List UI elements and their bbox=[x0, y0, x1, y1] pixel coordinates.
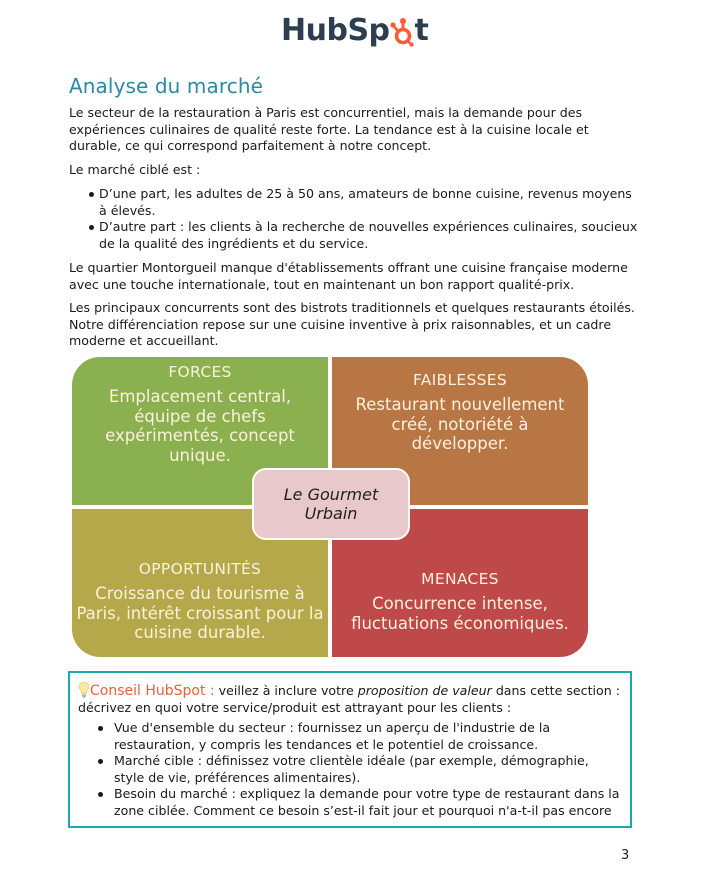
swot-faiblesses-title: FAIBLESSES bbox=[412, 371, 508, 389]
tip-text-before: veillez à inclure votre bbox=[214, 683, 358, 698]
sprocket-icon bbox=[390, 17, 416, 47]
logo-text-before: HubSp bbox=[281, 12, 390, 48]
tip-intro bbox=[78, 681, 622, 716]
swot-center bbox=[252, 468, 410, 540]
logo-text-after: t bbox=[414, 12, 429, 48]
list-item: Marché cible : définissez votre clientèle idéale (par exemple, démographie, style de vie, préférences alimentaires). bbox=[78, 753, 622, 786]
swot-faiblesses-body: Restaurant nouvellement créé, notoriété à développer. bbox=[355, 395, 565, 453]
swot-menaces-title: MENACES bbox=[421, 570, 499, 588]
section-title: Analyse du marché bbox=[69, 74, 264, 98]
lightbulb-icon bbox=[78, 681, 90, 698]
page-number: 3 bbox=[621, 848, 630, 863]
list-item: Vue d'ensemble du secteur : fournissez un aperçu de l'industrie de la restauration, y compris les tendances et le potentiel de croissance. bbox=[78, 720, 622, 753]
swot-forces-title: FORCES bbox=[168, 363, 232, 381]
hubspot-tip-box bbox=[68, 671, 632, 828]
swot-forces-body: Emplacement central, équipe de chefs expérimentés, concept unique. bbox=[105, 387, 295, 465]
swot-opportunites-title: OPPORTUNITÉS bbox=[138, 560, 262, 578]
tip-label: Conseil HubSpot : bbox=[90, 683, 215, 699]
competition-paragraph: Les principaux concurrents sont des bistrots traditionnels et quelques restaurants étoilés. Notre différenciation repose sur une cuisine inventive à prix raisonnables, et un cadre moderne et accueillant. bbox=[69, 300, 635, 348]
swot-center-label: Le Gourmet Urbain bbox=[283, 485, 379, 523]
target-label: Le marché ciblé est : bbox=[69, 162, 201, 177]
swot-opportunites-body: Croissance du tourisme à Paris, intérêt croissant pour la cuisine durable. bbox=[76, 584, 324, 642]
intro-paragraph: Le secteur de la restauration à Paris est concurrentiel, mais la demande pour des expériences culinaires de qualité reste forte. La tendance est à la cuisine locale et durable, ce qui correspond parfaitement à notre concept. bbox=[69, 105, 589, 153]
tip-list bbox=[78, 720, 622, 819]
list-item: D’autre part : les clients à la recherche de nouvelles expériences culinaires, soucieux de la qualité des ingrédients et du service. bbox=[69, 219, 639, 252]
tip-emphasis: proposition de valeur bbox=[357, 683, 492, 698]
swot-diagram bbox=[72, 357, 588, 657]
list-item: D’une part, les adultes de 25 à 50 ans, amateurs de bonne cuisine, revenus moyens à élevés. bbox=[69, 186, 639, 219]
neighborhood-paragraph: Le quartier Montorgueil manque d'établissements offrant une cuisine française moderne avec une touche internationale, tout en maintenant un bon rapport qualité-prix. bbox=[69, 260, 628, 292]
hubspot-logo bbox=[281, 8, 429, 52]
tip-text-after: dans cette section : décrivez en quoi votre service/produit est attrayant pour les clients : bbox=[78, 683, 620, 715]
target-list bbox=[69, 186, 639, 252]
swot-menaces-body: Concurrence intense, fluctuations économiques. bbox=[351, 594, 569, 633]
list-item: Besoin du marché : expliquez la demande pour votre type de restaurant dans la zone ciblée. Comment ce besoin s’est-il fait jour et pourquoi n'a-t-il pas encore bbox=[78, 786, 622, 819]
